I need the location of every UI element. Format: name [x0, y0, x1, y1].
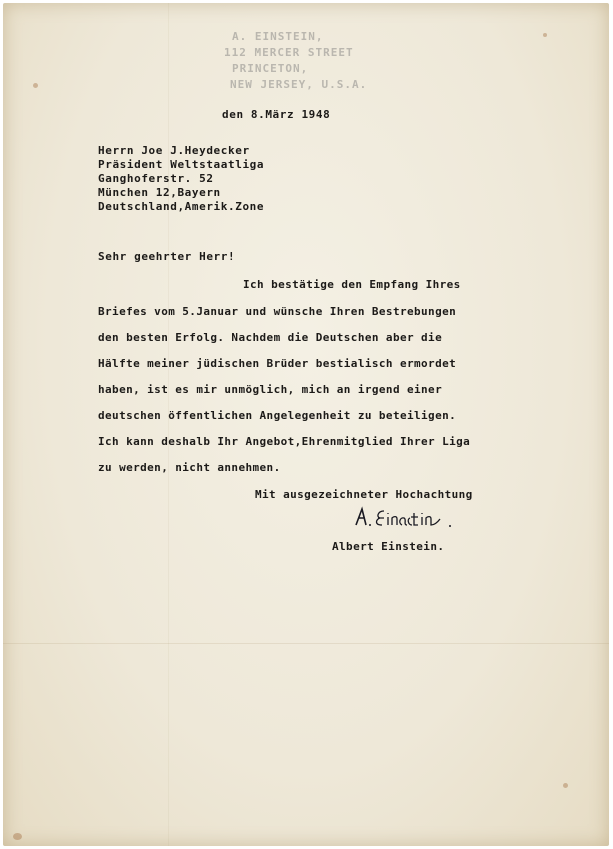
letter-date: den 8.März 1948 — [222, 108, 331, 121]
body-line: den besten Erfolg. Nachdem die Deutschen aber die — [98, 331, 443, 344]
salutation: Sehr geehrter Herr! — [98, 250, 236, 263]
body-line: zu werden, nicht annehmen. — [98, 461, 281, 474]
paper-fold-line — [3, 643, 609, 644]
paper-fold-line — [168, 3, 169, 846]
signer-name: Albert Einstein. — [332, 540, 445, 553]
paper-stain — [543, 33, 547, 37]
letterhead-state: NEW JERSEY, U.S.A. — [230, 78, 368, 91]
recipient-line: Deutschland,Amerik.Zone — [98, 200, 265, 213]
body-line: deutschen öffentlichen Angelegenheit zu beteiligen. — [98, 409, 457, 422]
letterhead-name: A. EINSTEIN, — [232, 30, 324, 43]
letterhead-street: 112 MERCER STREET — [224, 46, 354, 59]
body-line: Briefes vom 5.Januar und wünsche Ihren Bestrebungen — [98, 305, 457, 318]
body-line: haben, ist es mir unmöglich, mich an irgend einer — [98, 383, 443, 396]
recipient-line: Ganghoferstr. 52 — [98, 172, 214, 185]
letterhead-city: PRINCETON, — [232, 62, 309, 75]
closing: Mit ausgezeichneter Hochachtung — [255, 488, 473, 501]
handwritten-signature — [352, 505, 462, 531]
recipient-line: München 12,Bayern — [98, 186, 221, 199]
paper-stain — [13, 833, 22, 840]
recipient-line: Präsident Weltstaatliga — [98, 158, 265, 171]
body-line: Ich bestätige den Empfang Ihres — [243, 278, 461, 291]
paper-stain — [563, 783, 568, 788]
letter-paper — [3, 3, 609, 846]
paper-stain — [33, 83, 38, 88]
body-line: Hälfte meiner jüdischen Brüder bestialisch ermordet — [98, 357, 457, 370]
body-line: Ich kann deshalb Ihr Angebot,Ehrenmitglied Ihrer Liga — [98, 435, 471, 448]
recipient-line: Herrn Joe J.Heydecker — [98, 144, 250, 157]
